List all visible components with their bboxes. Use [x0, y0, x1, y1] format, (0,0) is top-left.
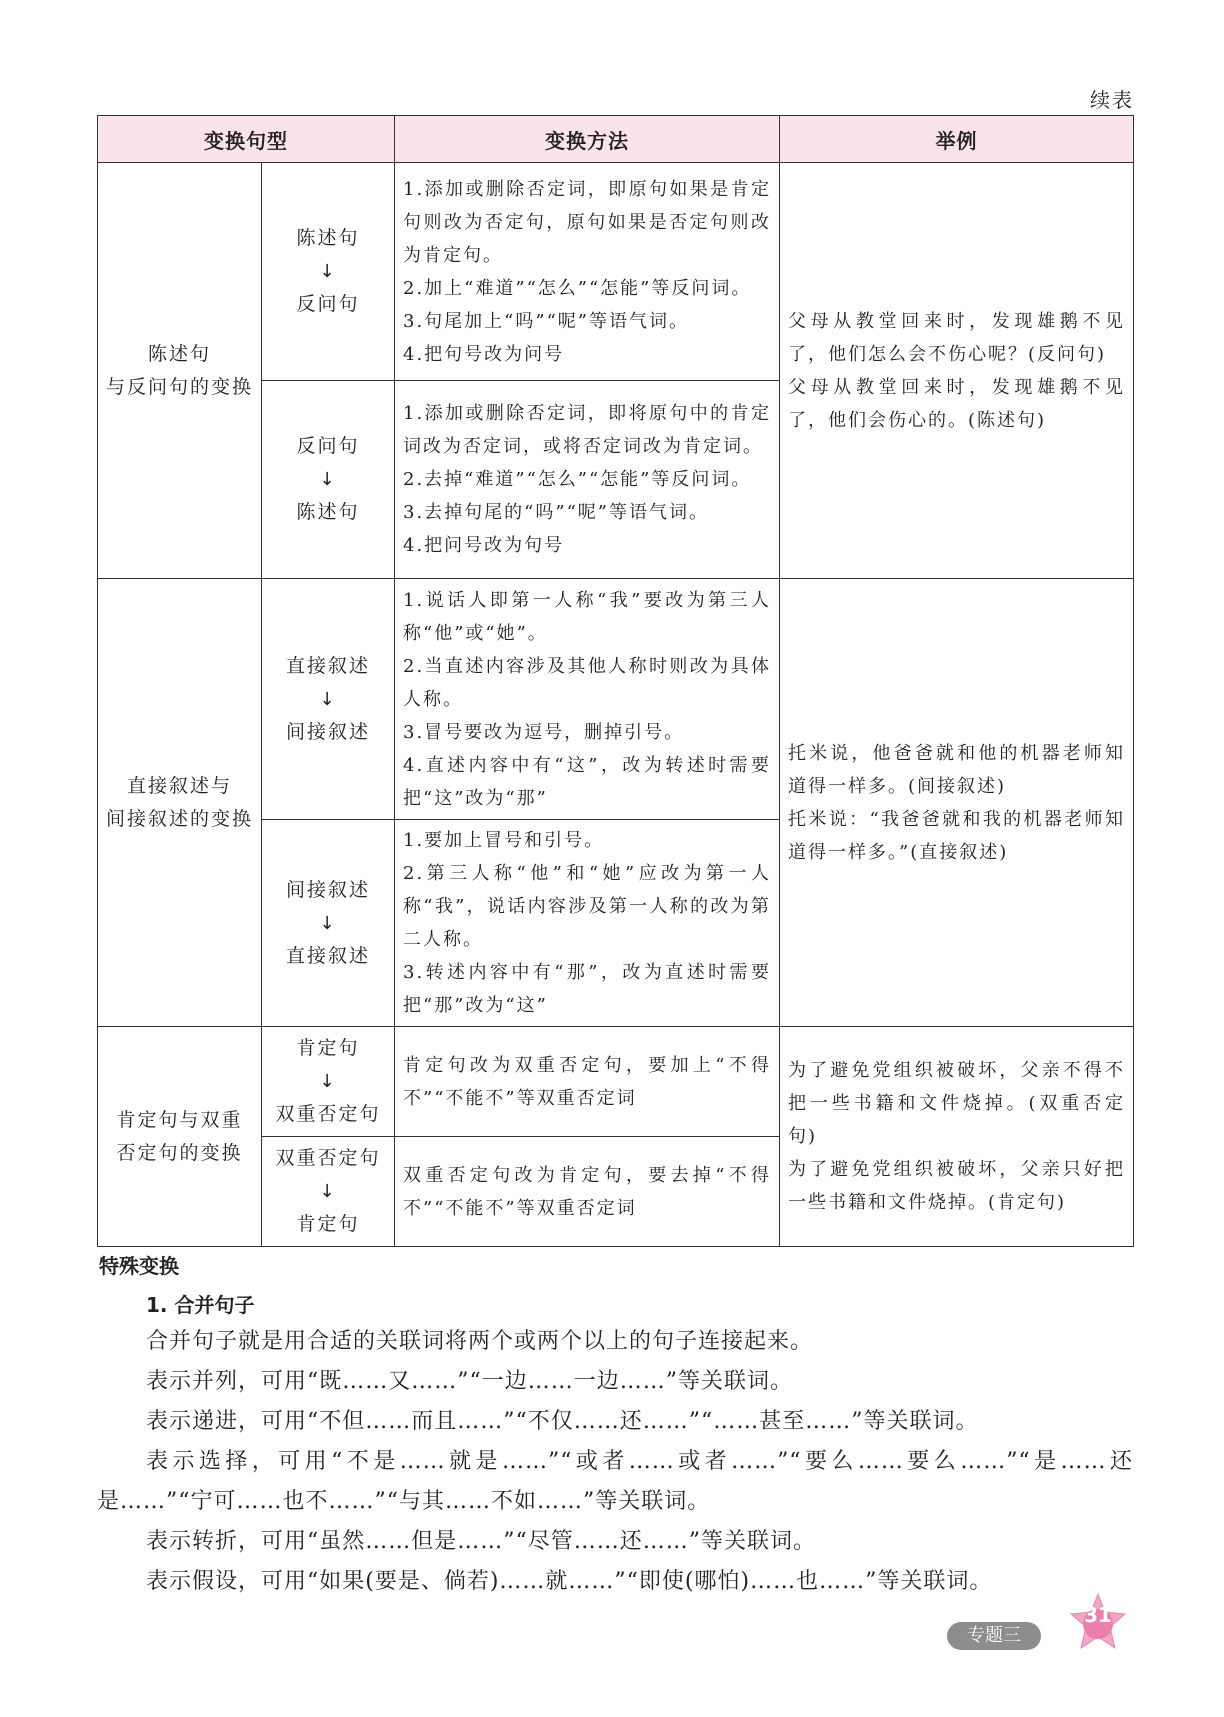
arrow-down-icon: ↓	[319, 1071, 337, 1092]
sentence-transform-table	[97, 115, 1134, 1247]
paragraph: 表示并列，可用“既……又……”“一边……一边……”等关联词。	[146, 1369, 793, 1394]
method-cell: 1.添加或删除否定词，即将原句中的肯定词改为否定词，或将否定词改为肯定词。 2.去掉“难道”“怎么”“怎能”等反问词。 3.去掉句尾的“吗”“呢”等语气词。 4.把问号改为句号	[395, 381, 780, 579]
body-text	[97, 1322, 1133, 1602]
table-row	[98, 579, 1134, 820]
table-row	[98, 1027, 1134, 1137]
category-cell: 肯定句与双重 否定句的变换	[98, 1027, 262, 1247]
paragraph: 表示假设，可用“如果(要是、倘若)……就……”“即使(哪怕)……也……”等关联词。	[146, 1569, 993, 1594]
subtype-cell: 间接叙述 ↓ 直接叙述	[262, 820, 395, 1027]
subtype-cell: 直接叙述 ↓ 间接叙述	[262, 579, 395, 820]
table-row	[98, 163, 1134, 381]
method-cell: 双重否定句改为肯定句，要去掉“不得不”“不能不”等双重否定词	[395, 1137, 780, 1247]
section-subtitle: 1. 合并句子	[146, 1293, 255, 1317]
example-cell: 为了避免党组织被破坏，父亲不得不把一些书籍和文件烧掉。(双重否定句) 为了避免党组织被破坏，父亲只好把一些书籍和文件烧掉。(肯定句)	[780, 1027, 1134, 1247]
method-cell: 1.说话人即第一人称“我”要改为第三人称“他”或“她”。 2.当直述内容涉及其他人称时则改为具体人称。 3.冒号要改为逗号，删掉引号。 4.直述内容中有“这”，改为转述时需要把“这”改为“那”	[395, 579, 780, 820]
category-cell: 陈述句 与反问句的变换	[98, 163, 262, 579]
section-title: 特殊变换	[99, 1254, 179, 1278]
subtype-cell: 双重否定句 ↓ 肯定句	[262, 1137, 395, 1247]
arrow-down-icon: ↓	[319, 1181, 337, 1202]
arrow-down-icon: ↓	[319, 912, 337, 934]
page-number: 31	[1084, 1603, 1112, 1627]
example-cell: 父母从教堂回来时，发现雄鹅不见了，他们怎么会不伤心呢？(反问句) 父母从教堂回来时，发现雄鹅不见了，他们会伤心的。(陈述句)	[780, 163, 1134, 579]
arrow-down-icon: ↓	[319, 469, 337, 490]
paragraph: 合并句子就是用合适的关联词将两个或两个以上的句子连接起来。	[146, 1329, 814, 1354]
header-type: 变换句型	[98, 116, 395, 163]
arrow-down-icon: ↓	[319, 261, 337, 282]
header-example: 举例	[780, 116, 1134, 163]
paragraph: 表示递进，可用“不但……而且……”“不仅……还……”“……甚至……”等关联词。	[146, 1409, 979, 1434]
table-header-row	[98, 116, 1134, 163]
method-cell: 肯定句改为双重否定句，要加上“不得不”“不能不”等双重否定词	[395, 1027, 780, 1137]
topic-tag: 专题三	[947, 1622, 1041, 1650]
arrow-down-icon: ↓	[319, 688, 337, 710]
header-method: 变换方法	[395, 116, 780, 163]
method-cell: 1.要加上冒号和引号。 2.第三人称“他”和“她”应改为第一人称“我”，说话内容涉及第一人称的改为第二人称。 3.转述内容中有“那”，改为直述时需要把“那”改为“这”	[395, 820, 780, 1027]
continued-label: 续表	[1090, 88, 1134, 112]
category-cell: 直接叙述与 间接叙述的变换	[98, 579, 262, 1027]
method-cell: 1.添加或删除否定词，即原句如果是肯定句则改为否定句，原句如果是否定句则改为肯定句。 2.加上“难道”“怎么”“怎能”等反问词。 3.句尾加上“吗”“呢”等语气词。 4.把句号改为问号	[395, 163, 780, 381]
subtype-cell: 肯定句 ↓ 双重否定句	[262, 1027, 395, 1137]
subtype-cell: 反问句 ↓ 陈述句	[262, 381, 395, 579]
subtype-cell: 陈述句 ↓ 反问句	[262, 163, 395, 381]
example-cell: 托米说，他爸爸就和他的机器老师知道得一样多。(间接叙述) 托米说：“我爸爸就和我的机器老师知道得一样多。”(直接叙述)	[780, 579, 1134, 1027]
paragraph: 表示选择，可用“不是……就是……”“或者……或者……”“要么……要么……”“是……还是……”“宁可……也不……”“与其……不如……”等关联词。	[97, 1449, 1133, 1514]
paragraph: 表示转折，可用“虽然……但是……”“尽管……还……”等关联词。	[146, 1529, 816, 1554]
